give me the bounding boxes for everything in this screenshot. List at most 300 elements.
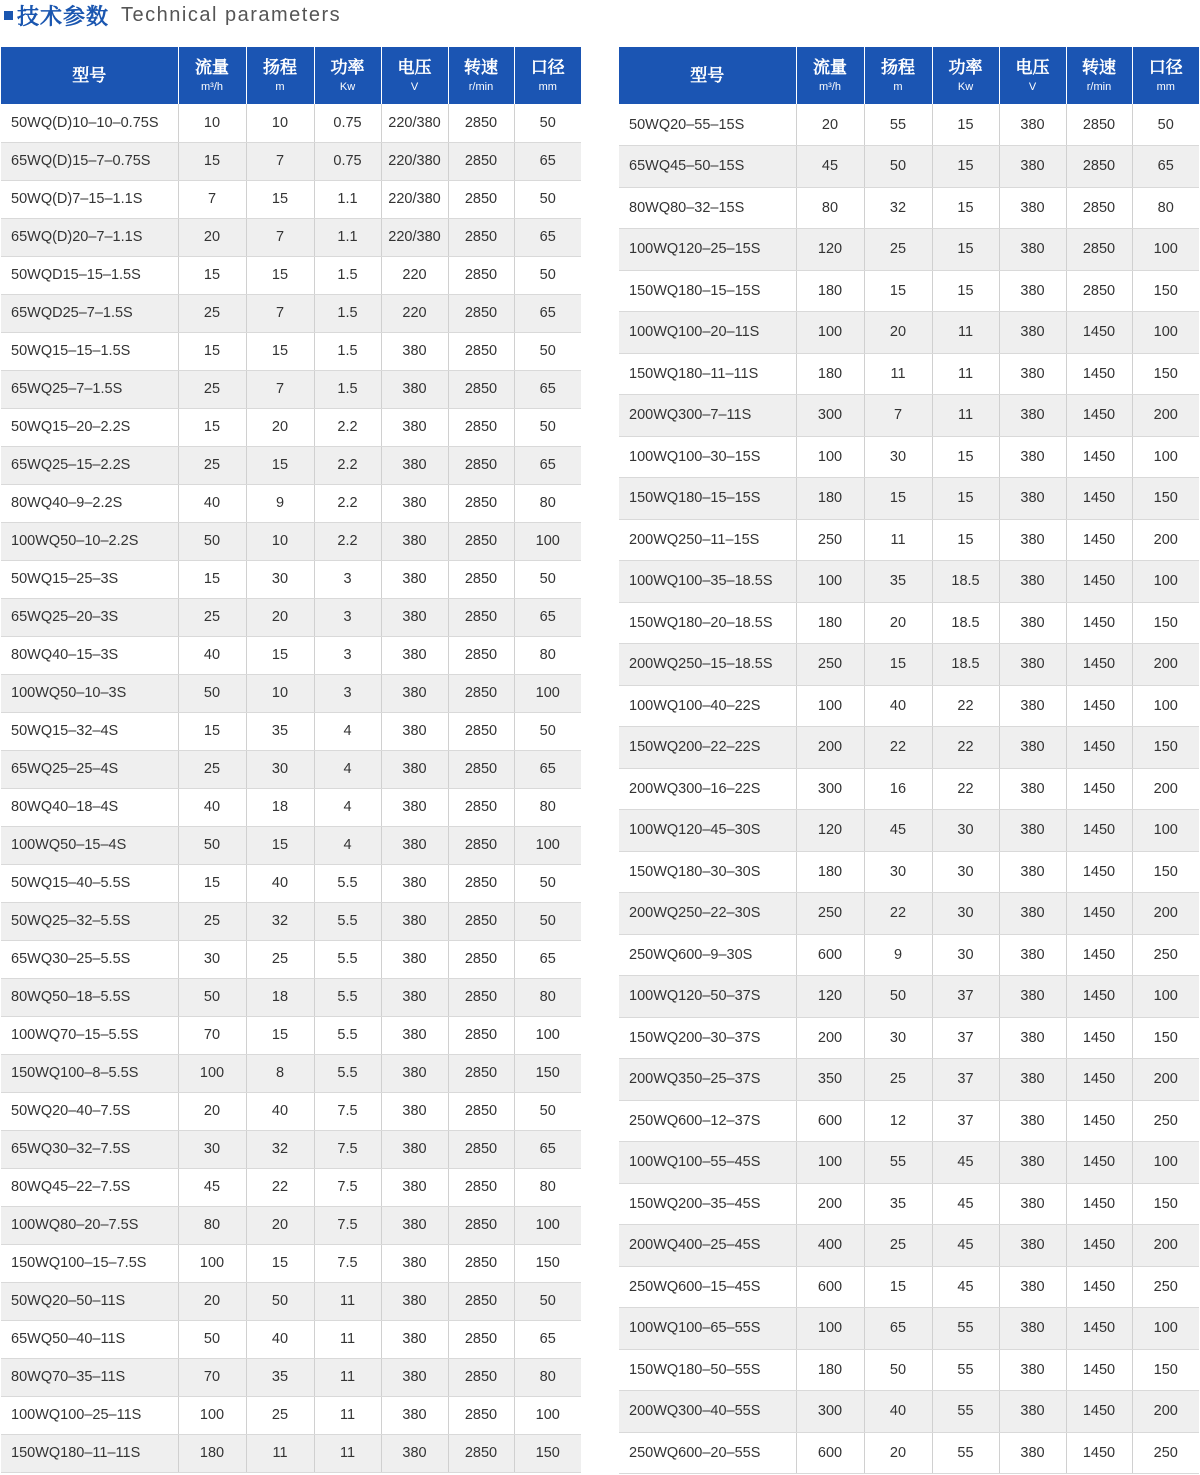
title-english: Technical parameters <box>121 3 342 26</box>
table-row <box>619 104 1199 146</box>
cell-voltage: 380 <box>999 1266 1066 1308</box>
cell-head: 12 <box>864 1100 932 1142</box>
cell-flow: 80 <box>178 1206 246 1244</box>
cell-model: 150WQ200–22–22S <box>619 727 796 769</box>
cell-speed: 1450 <box>1066 519 1132 561</box>
cell-head: 25 <box>246 940 314 978</box>
table-row <box>619 602 1199 644</box>
cell-voltage: 380 <box>999 146 1066 188</box>
table-row <box>619 1266 1199 1308</box>
table-row <box>619 727 1199 769</box>
cell-voltage: 380 <box>381 1168 448 1206</box>
table-row <box>1 1396 581 1434</box>
cell-model: 200WQ400–25–45S <box>619 1225 796 1267</box>
cell-voltage: 380 <box>999 519 1066 561</box>
cell-model: 50WQ15–40–5.5S <box>1 864 178 902</box>
cell-speed: 2850 <box>448 636 514 674</box>
cell-speed: 2850 <box>448 940 514 978</box>
table-row <box>619 810 1199 852</box>
cell-power: 0.75 <box>314 104 381 142</box>
cell-head: 15 <box>864 478 932 520</box>
cell-speed: 2850 <box>448 1168 514 1206</box>
cell-voltage: 380 <box>999 395 1066 437</box>
cell-model: 150WQ180–20–18.5S <box>619 602 796 644</box>
cell-head: 30 <box>864 1017 932 1059</box>
cell-head: 7 <box>246 294 314 332</box>
cell-model: 100WQ80–20–7.5S <box>1 1206 178 1244</box>
header-row <box>1 47 581 104</box>
cell-diameter: 150 <box>514 1434 581 1472</box>
cell-power: 1.1 <box>314 180 381 218</box>
cell-model: 50WQ25–32–5.5S <box>1 902 178 940</box>
cell-model: 150WQ200–30–37S <box>619 1017 796 1059</box>
cell-head: 7 <box>246 142 314 180</box>
cell-model: 150WQ180–15–15S <box>619 478 796 520</box>
cell-head: 50 <box>864 1349 932 1391</box>
cell-head: 11 <box>864 353 932 395</box>
cell-model: 100WQ100–35–18.5S <box>619 561 796 603</box>
cell-power: 22 <box>932 727 999 769</box>
cell-flow: 120 <box>796 229 864 271</box>
cell-voltage: 380 <box>999 644 1066 686</box>
cell-voltage: 380 <box>999 1432 1066 1474</box>
cell-power: 1.5 <box>314 294 381 332</box>
cell-flow: 180 <box>796 353 864 395</box>
cell-diameter: 50 <box>514 104 581 142</box>
cell-speed: 2850 <box>448 1016 514 1054</box>
cell-head: 32 <box>864 187 932 229</box>
cell-head: 25 <box>864 1225 932 1267</box>
cell-diameter: 50 <box>514 1282 581 1320</box>
cell-model: 100WQ120–50–37S <box>619 976 796 1018</box>
cell-diameter: 100 <box>514 522 581 560</box>
table-row <box>1 674 581 712</box>
cell-head: 11 <box>246 1434 314 1472</box>
cell-head: 55 <box>864 104 932 146</box>
cell-diameter: 200 <box>1132 395 1199 437</box>
cell-voltage: 380 <box>999 685 1066 727</box>
column-unit: Kw <box>957 80 974 93</box>
cell-head: 15 <box>246 1244 314 1282</box>
cell-voltage: 380 <box>999 1391 1066 1433</box>
table-row <box>619 478 1199 520</box>
column-header-power <box>314 47 381 104</box>
cell-model: 100WQ50–10–2.2S <box>1 522 178 560</box>
cell-power: 22 <box>932 768 999 810</box>
cell-voltage: 380 <box>381 332 448 370</box>
spec-table-left <box>1 47 581 1473</box>
cell-voltage: 380 <box>999 270 1066 312</box>
table-row <box>619 146 1199 188</box>
cell-model: 100WQ100–30–15S <box>619 436 796 478</box>
cell-power: 37 <box>932 976 999 1018</box>
cell-diameter: 100 <box>1132 976 1199 1018</box>
cell-power: 45 <box>932 1266 999 1308</box>
column-unit: r/min <box>468 80 494 93</box>
cell-model: 65WQ(D)15–7–0.75S <box>1 142 178 180</box>
cell-head: 10 <box>246 522 314 560</box>
cell-head: 15 <box>864 1266 932 1308</box>
cell-flow: 25 <box>178 294 246 332</box>
table-row <box>619 1432 1199 1474</box>
cell-head: 18 <box>246 788 314 826</box>
table-row <box>619 561 1199 603</box>
cell-diameter: 100 <box>1132 1308 1199 1350</box>
cell-head: 25 <box>864 229 932 271</box>
cell-flow: 100 <box>796 312 864 354</box>
cell-flow: 10 <box>178 104 246 142</box>
cell-speed: 2850 <box>448 180 514 218</box>
cell-flow: 20 <box>178 1092 246 1130</box>
cell-model: 80WQ50–18–5.5S <box>1 978 178 1016</box>
cell-head: 22 <box>864 893 932 935</box>
column-header-flow <box>178 47 246 104</box>
cell-voltage: 380 <box>381 1092 448 1130</box>
cell-speed: 2850 <box>1066 104 1132 146</box>
cell-power: 11 <box>314 1358 381 1396</box>
cell-speed: 1450 <box>1066 644 1132 686</box>
table-row <box>1 598 581 636</box>
cell-flow: 15 <box>178 560 246 598</box>
cell-diameter: 150 <box>1132 1017 1199 1059</box>
cell-model: 50WQ(D)10–10–0.75S <box>1 104 178 142</box>
cell-speed: 1450 <box>1066 436 1132 478</box>
cell-head: 25 <box>246 1396 314 1434</box>
table-body <box>1 104 581 1472</box>
cell-speed: 2850 <box>448 104 514 142</box>
cell-flow: 30 <box>178 940 246 978</box>
table-row <box>1 408 581 446</box>
cell-flow: 15 <box>178 712 246 750</box>
cell-flow: 300 <box>796 1391 864 1433</box>
cell-head: 15 <box>864 644 932 686</box>
cell-diameter: 80 <box>514 978 581 1016</box>
cell-speed: 2850 <box>448 294 514 332</box>
cell-voltage: 380 <box>999 976 1066 1018</box>
cell-voltage: 380 <box>999 104 1066 146</box>
cell-voltage: 220/380 <box>381 104 448 142</box>
table-header <box>619 47 1199 104</box>
cell-voltage: 380 <box>381 940 448 978</box>
section-title <box>0 0 341 30</box>
table-row <box>619 1059 1199 1101</box>
cell-model: 200WQ300–16–22S <box>619 768 796 810</box>
cell-speed: 1450 <box>1066 1183 1132 1225</box>
column-header-model <box>619 47 796 104</box>
table-row <box>1 446 581 484</box>
cell-voltage: 380 <box>999 851 1066 893</box>
table-row <box>619 934 1199 976</box>
cell-diameter: 150 <box>1132 602 1199 644</box>
cell-flow: 50 <box>178 674 246 712</box>
table-row <box>1 902 581 940</box>
cell-flow: 45 <box>796 146 864 188</box>
cell-head: 32 <box>246 1130 314 1168</box>
column-label: 功率 <box>948 57 983 78</box>
cell-voltage: 380 <box>381 788 448 826</box>
cell-voltage: 380 <box>381 1282 448 1320</box>
cell-speed: 1450 <box>1066 1017 1132 1059</box>
cell-voltage: 380 <box>381 978 448 1016</box>
cell-voltage: 380 <box>999 727 1066 769</box>
cell-power: 11 <box>932 312 999 354</box>
column-label: 型号 <box>690 65 725 86</box>
cell-voltage: 380 <box>381 1054 448 1092</box>
table-row <box>619 1183 1199 1225</box>
cell-flow: 350 <box>796 1059 864 1101</box>
cell-diameter: 150 <box>1132 478 1199 520</box>
cell-diameter: 50 <box>1132 104 1199 146</box>
column-unit: m <box>893 80 903 93</box>
table-row <box>1 1092 581 1130</box>
cell-power: 15 <box>932 187 999 229</box>
cell-head: 10 <box>246 104 314 142</box>
column-header-head <box>246 47 314 104</box>
cell-model: 100WQ100–40–22S <box>619 685 796 727</box>
cell-diameter: 65 <box>514 446 581 484</box>
cell-model: 200WQ250–22–30S <box>619 893 796 935</box>
cell-model: 65WQ45–50–15S <box>619 146 796 188</box>
table-row <box>619 685 1199 727</box>
cell-model: 50WQ15–15–1.5S <box>1 332 178 370</box>
cell-head: 15 <box>246 446 314 484</box>
cell-flow: 20 <box>796 104 864 146</box>
table-row <box>1 180 581 218</box>
cell-diameter: 65 <box>514 940 581 978</box>
cell-flow: 180 <box>178 1434 246 1472</box>
cell-model: 150WQ100–15–7.5S <box>1 1244 178 1282</box>
table-row <box>619 1225 1199 1267</box>
column-label: 扬程 <box>881 57 915 78</box>
cell-speed: 2850 <box>448 826 514 864</box>
cell-diameter: 65 <box>514 598 581 636</box>
cell-diameter: 65 <box>514 750 581 788</box>
cell-voltage: 380 <box>381 1396 448 1434</box>
cell-power: 4 <box>314 826 381 864</box>
cell-voltage: 380 <box>381 1130 448 1168</box>
header-row <box>619 47 1199 104</box>
cell-flow: 100 <box>178 1054 246 1092</box>
table-row <box>1 256 581 294</box>
cell-voltage: 380 <box>999 1308 1066 1350</box>
cell-flow: 50 <box>178 826 246 864</box>
cell-diameter: 100 <box>1132 436 1199 478</box>
column-label: 电压 <box>1015 57 1050 78</box>
cell-head: 40 <box>864 685 932 727</box>
cell-power: 55 <box>932 1391 999 1433</box>
cell-head: 35 <box>864 561 932 603</box>
cell-head: 35 <box>246 712 314 750</box>
cell-speed: 2850 <box>448 1244 514 1282</box>
cell-power: 11 <box>314 1282 381 1320</box>
cell-flow: 40 <box>178 788 246 826</box>
cell-model: 150WQ200–35–45S <box>619 1183 796 1225</box>
cell-model: 80WQ40–18–4S <box>1 788 178 826</box>
cell-diameter: 80 <box>1132 187 1199 229</box>
cell-voltage: 380 <box>999 1100 1066 1142</box>
cell-power: 37 <box>932 1017 999 1059</box>
cell-power: 55 <box>932 1308 999 1350</box>
cell-voltage: 380 <box>381 598 448 636</box>
cell-power: 15 <box>932 146 999 188</box>
table-row <box>1 940 581 978</box>
cell-model: 80WQ40–15–3S <box>1 636 178 674</box>
table-row <box>1 560 581 598</box>
column-label: 功率 <box>330 57 365 78</box>
cell-speed: 2850 <box>448 408 514 446</box>
column-header-voltage <box>999 47 1066 104</box>
cell-speed: 1450 <box>1066 602 1132 644</box>
cell-voltage: 380 <box>381 1244 448 1282</box>
table-row <box>619 1017 1199 1059</box>
cell-flow: 250 <box>796 644 864 686</box>
table-row <box>619 270 1199 312</box>
table-row <box>619 1308 1199 1350</box>
table-row <box>1 1320 581 1358</box>
table-row <box>619 353 1199 395</box>
cell-speed: 2850 <box>448 1206 514 1244</box>
cell-power: 22 <box>932 685 999 727</box>
cell-voltage: 220/380 <box>381 142 448 180</box>
cell-speed: 1450 <box>1066 810 1132 852</box>
column-header-head <box>864 47 932 104</box>
cell-power: 5.5 <box>314 940 381 978</box>
cell-flow: 100 <box>796 685 864 727</box>
cell-speed: 2850 <box>448 750 514 788</box>
cell-diameter: 100 <box>1132 312 1199 354</box>
cell-speed: 1450 <box>1066 478 1132 520</box>
cell-speed: 2850 <box>448 1054 514 1092</box>
cell-flow: 15 <box>178 864 246 902</box>
cell-head: 35 <box>246 1358 314 1396</box>
cell-diameter: 100 <box>1132 685 1199 727</box>
table-row <box>1 1434 581 1472</box>
column-label: 转速 <box>464 57 498 78</box>
cell-speed: 2850 <box>448 370 514 408</box>
cell-head: 40 <box>246 1320 314 1358</box>
cell-power: 4 <box>314 750 381 788</box>
cell-diameter: 65 <box>1132 146 1199 188</box>
cell-speed: 2850 <box>448 1320 514 1358</box>
table-row <box>1 864 581 902</box>
cell-speed: 1450 <box>1066 685 1132 727</box>
column-header-model <box>1 47 178 104</box>
cell-speed: 2850 <box>1066 270 1132 312</box>
cell-speed: 2850 <box>448 1434 514 1472</box>
table-row <box>619 436 1199 478</box>
cell-power: 37 <box>932 1100 999 1142</box>
cell-flow: 250 <box>796 893 864 935</box>
cell-speed: 2850 <box>448 560 514 598</box>
cell-power: 45 <box>932 1142 999 1184</box>
cell-model: 100WQ100–55–45S <box>619 1142 796 1184</box>
cell-diameter: 150 <box>1132 1183 1199 1225</box>
cell-power: 30 <box>932 893 999 935</box>
cell-power: 30 <box>932 851 999 893</box>
cell-speed: 1450 <box>1066 1349 1132 1391</box>
column-label: 电压 <box>397 57 432 78</box>
cell-model: 65WQ25–7–1.5S <box>1 370 178 408</box>
table-row <box>1 750 581 788</box>
cell-model: 100WQ100–20–11S <box>619 312 796 354</box>
cell-speed: 1450 <box>1066 1142 1132 1184</box>
cell-head: 7 <box>246 218 314 256</box>
cell-voltage: 380 <box>999 768 1066 810</box>
cell-speed: 2850 <box>448 522 514 560</box>
cell-diameter: 150 <box>514 1244 581 1282</box>
column-label: 转速 <box>1082 57 1116 78</box>
table-row <box>1 522 581 560</box>
cell-head: 15 <box>246 256 314 294</box>
cell-diameter: 250 <box>1132 934 1199 976</box>
cell-diameter: 80 <box>514 484 581 522</box>
column-unit: V <box>1028 80 1037 93</box>
cell-voltage: 380 <box>999 561 1066 603</box>
cell-head: 40 <box>246 1092 314 1130</box>
cell-speed: 1450 <box>1066 851 1132 893</box>
cell-diameter: 250 <box>1132 1100 1199 1142</box>
cell-model: 65WQ(D)20–7–1.1S <box>1 218 178 256</box>
cell-speed: 1450 <box>1066 353 1132 395</box>
cell-diameter: 80 <box>514 1358 581 1396</box>
cell-diameter: 50 <box>514 408 581 446</box>
column-label: 流量 <box>813 57 847 78</box>
cell-diameter: 150 <box>1132 727 1199 769</box>
cell-flow: 200 <box>796 1017 864 1059</box>
cell-model: 65WQ30–25–5.5S <box>1 940 178 978</box>
cell-speed: 1450 <box>1066 1432 1132 1474</box>
cell-power: 55 <box>932 1349 999 1391</box>
cell-flow: 100 <box>796 436 864 478</box>
cell-voltage: 380 <box>381 370 448 408</box>
cell-power: 1.5 <box>314 332 381 370</box>
table-row <box>1 484 581 522</box>
cell-power: 11 <box>314 1434 381 1472</box>
cell-diameter: 80 <box>514 1168 581 1206</box>
cell-head: 15 <box>246 636 314 674</box>
cell-diameter: 250 <box>1132 1432 1199 1474</box>
column-unit: V <box>410 80 419 93</box>
cell-model: 50WQ15–20–2.2S <box>1 408 178 446</box>
column-header-speed <box>1066 47 1132 104</box>
cell-model: 80WQ45–22–7.5S <box>1 1168 178 1206</box>
cell-model: 80WQ80–32–15S <box>619 187 796 229</box>
cell-flow: 100 <box>796 561 864 603</box>
cell-power: 1.5 <box>314 370 381 408</box>
cell-power: 18.5 <box>932 644 999 686</box>
cell-power: 1.5 <box>314 256 381 294</box>
cell-model: 150WQ180–15–15S <box>619 270 796 312</box>
table-row <box>1 332 581 370</box>
cell-power: 5.5 <box>314 1054 381 1092</box>
cell-power: 15 <box>932 478 999 520</box>
column-header-voltage <box>381 47 448 104</box>
cell-model: 50WQ15–25–3S <box>1 560 178 598</box>
cell-flow: 20 <box>178 1282 246 1320</box>
cell-head: 15 <box>246 1016 314 1054</box>
cell-head: 30 <box>864 436 932 478</box>
cell-voltage: 380 <box>999 436 1066 478</box>
cell-power: 15 <box>932 519 999 561</box>
table-row <box>1 1206 581 1244</box>
cell-flow: 600 <box>796 1432 864 1474</box>
cell-speed: 2850 <box>448 712 514 750</box>
cell-power: 15 <box>932 270 999 312</box>
cell-flow: 300 <box>796 768 864 810</box>
cell-diameter: 200 <box>1132 1391 1199 1433</box>
cell-voltage: 380 <box>999 1017 1066 1059</box>
cell-head: 10 <box>246 674 314 712</box>
